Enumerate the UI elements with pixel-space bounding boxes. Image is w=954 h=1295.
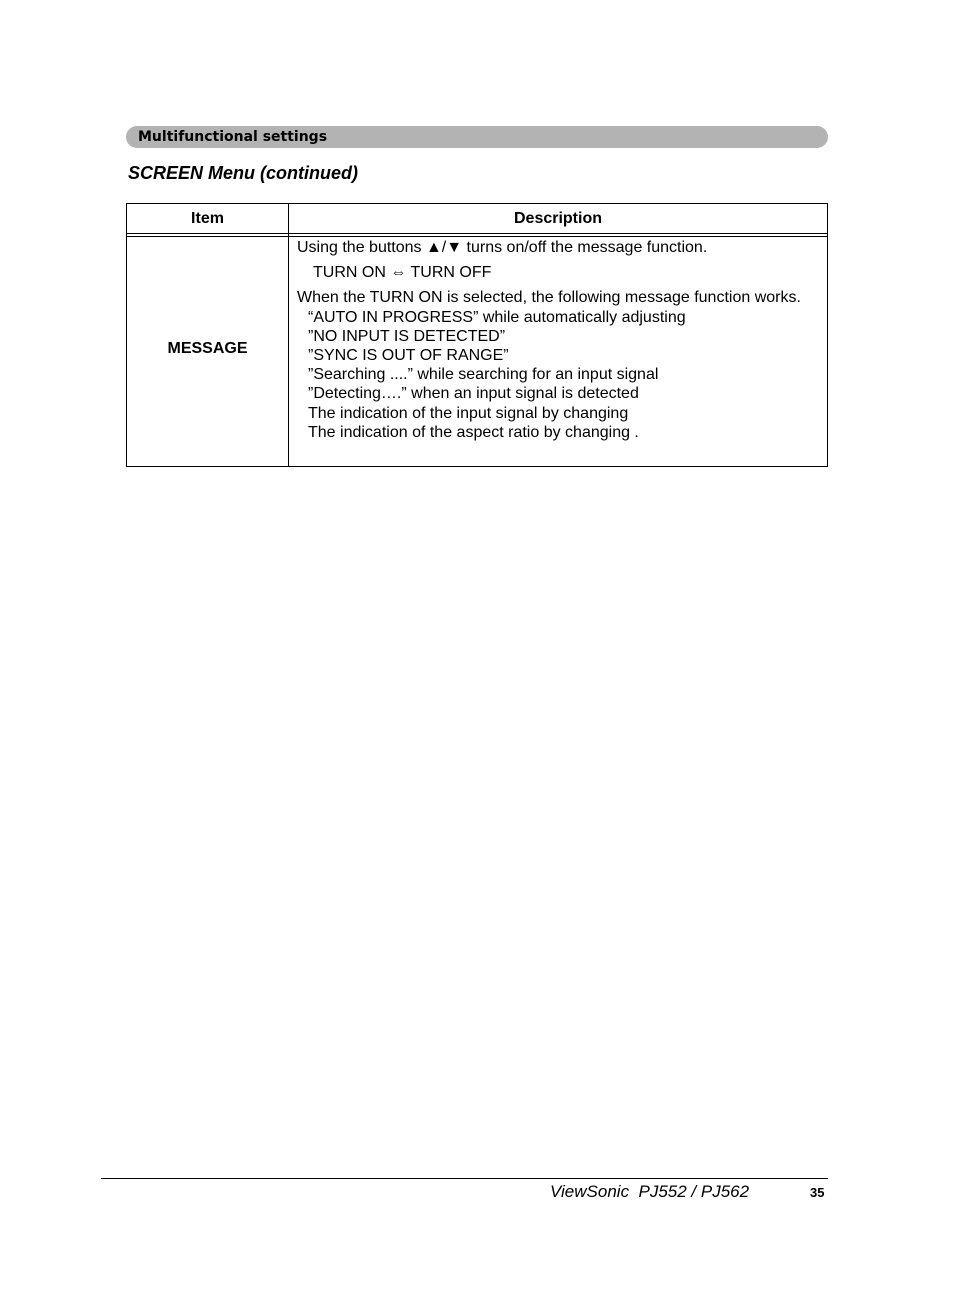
description-line: ”Searching ....” while searching for an input signal bbox=[308, 366, 659, 384]
description-line: ”SYNC IS OUT OF RANGE” bbox=[308, 347, 509, 365]
column-divider bbox=[288, 204, 289, 466]
footer-model-name: ViewSonic PJ552 / PJ562 bbox=[550, 1182, 750, 1201]
page-number: 35 bbox=[810, 1185, 825, 1200]
column-header-item: Item bbox=[191, 210, 224, 227]
description-line: The indication of the aspect ratio by changing . bbox=[308, 423, 639, 441]
table-row-item: MESSAGE bbox=[167, 340, 248, 357]
section-title: Multifunctional settings bbox=[138, 129, 328, 145]
page-heading: SCREEN Menu (continued) bbox=[128, 163, 358, 183]
header-divider-top bbox=[127, 233, 827, 234]
description-line: “AUTO IN PROGRESS” while automatically adjusting bbox=[308, 308, 686, 326]
settings-table bbox=[126, 203, 828, 467]
section-header-bar bbox=[126, 126, 828, 148]
description-line: The indication of the input signal by changing bbox=[308, 404, 629, 422]
description-line: When the TURN ON is selected, the following message function works. bbox=[297, 289, 801, 307]
header-divider-bottom bbox=[127, 236, 827, 237]
description-line: TURN ON ⇔ TURN OFF bbox=[313, 264, 492, 282]
table-row-description bbox=[297, 238, 822, 442]
description-line: ”NO INPUT IS DETECTED” bbox=[308, 327, 506, 345]
column-header-description: Description bbox=[513, 210, 602, 227]
description-line: ”Detecting….” when an input signal is detected bbox=[308, 385, 639, 403]
description-line: Using the buttons ▲/▼ turns on/off the message function. bbox=[297, 239, 708, 256]
footer-divider bbox=[101, 1178, 828, 1179]
